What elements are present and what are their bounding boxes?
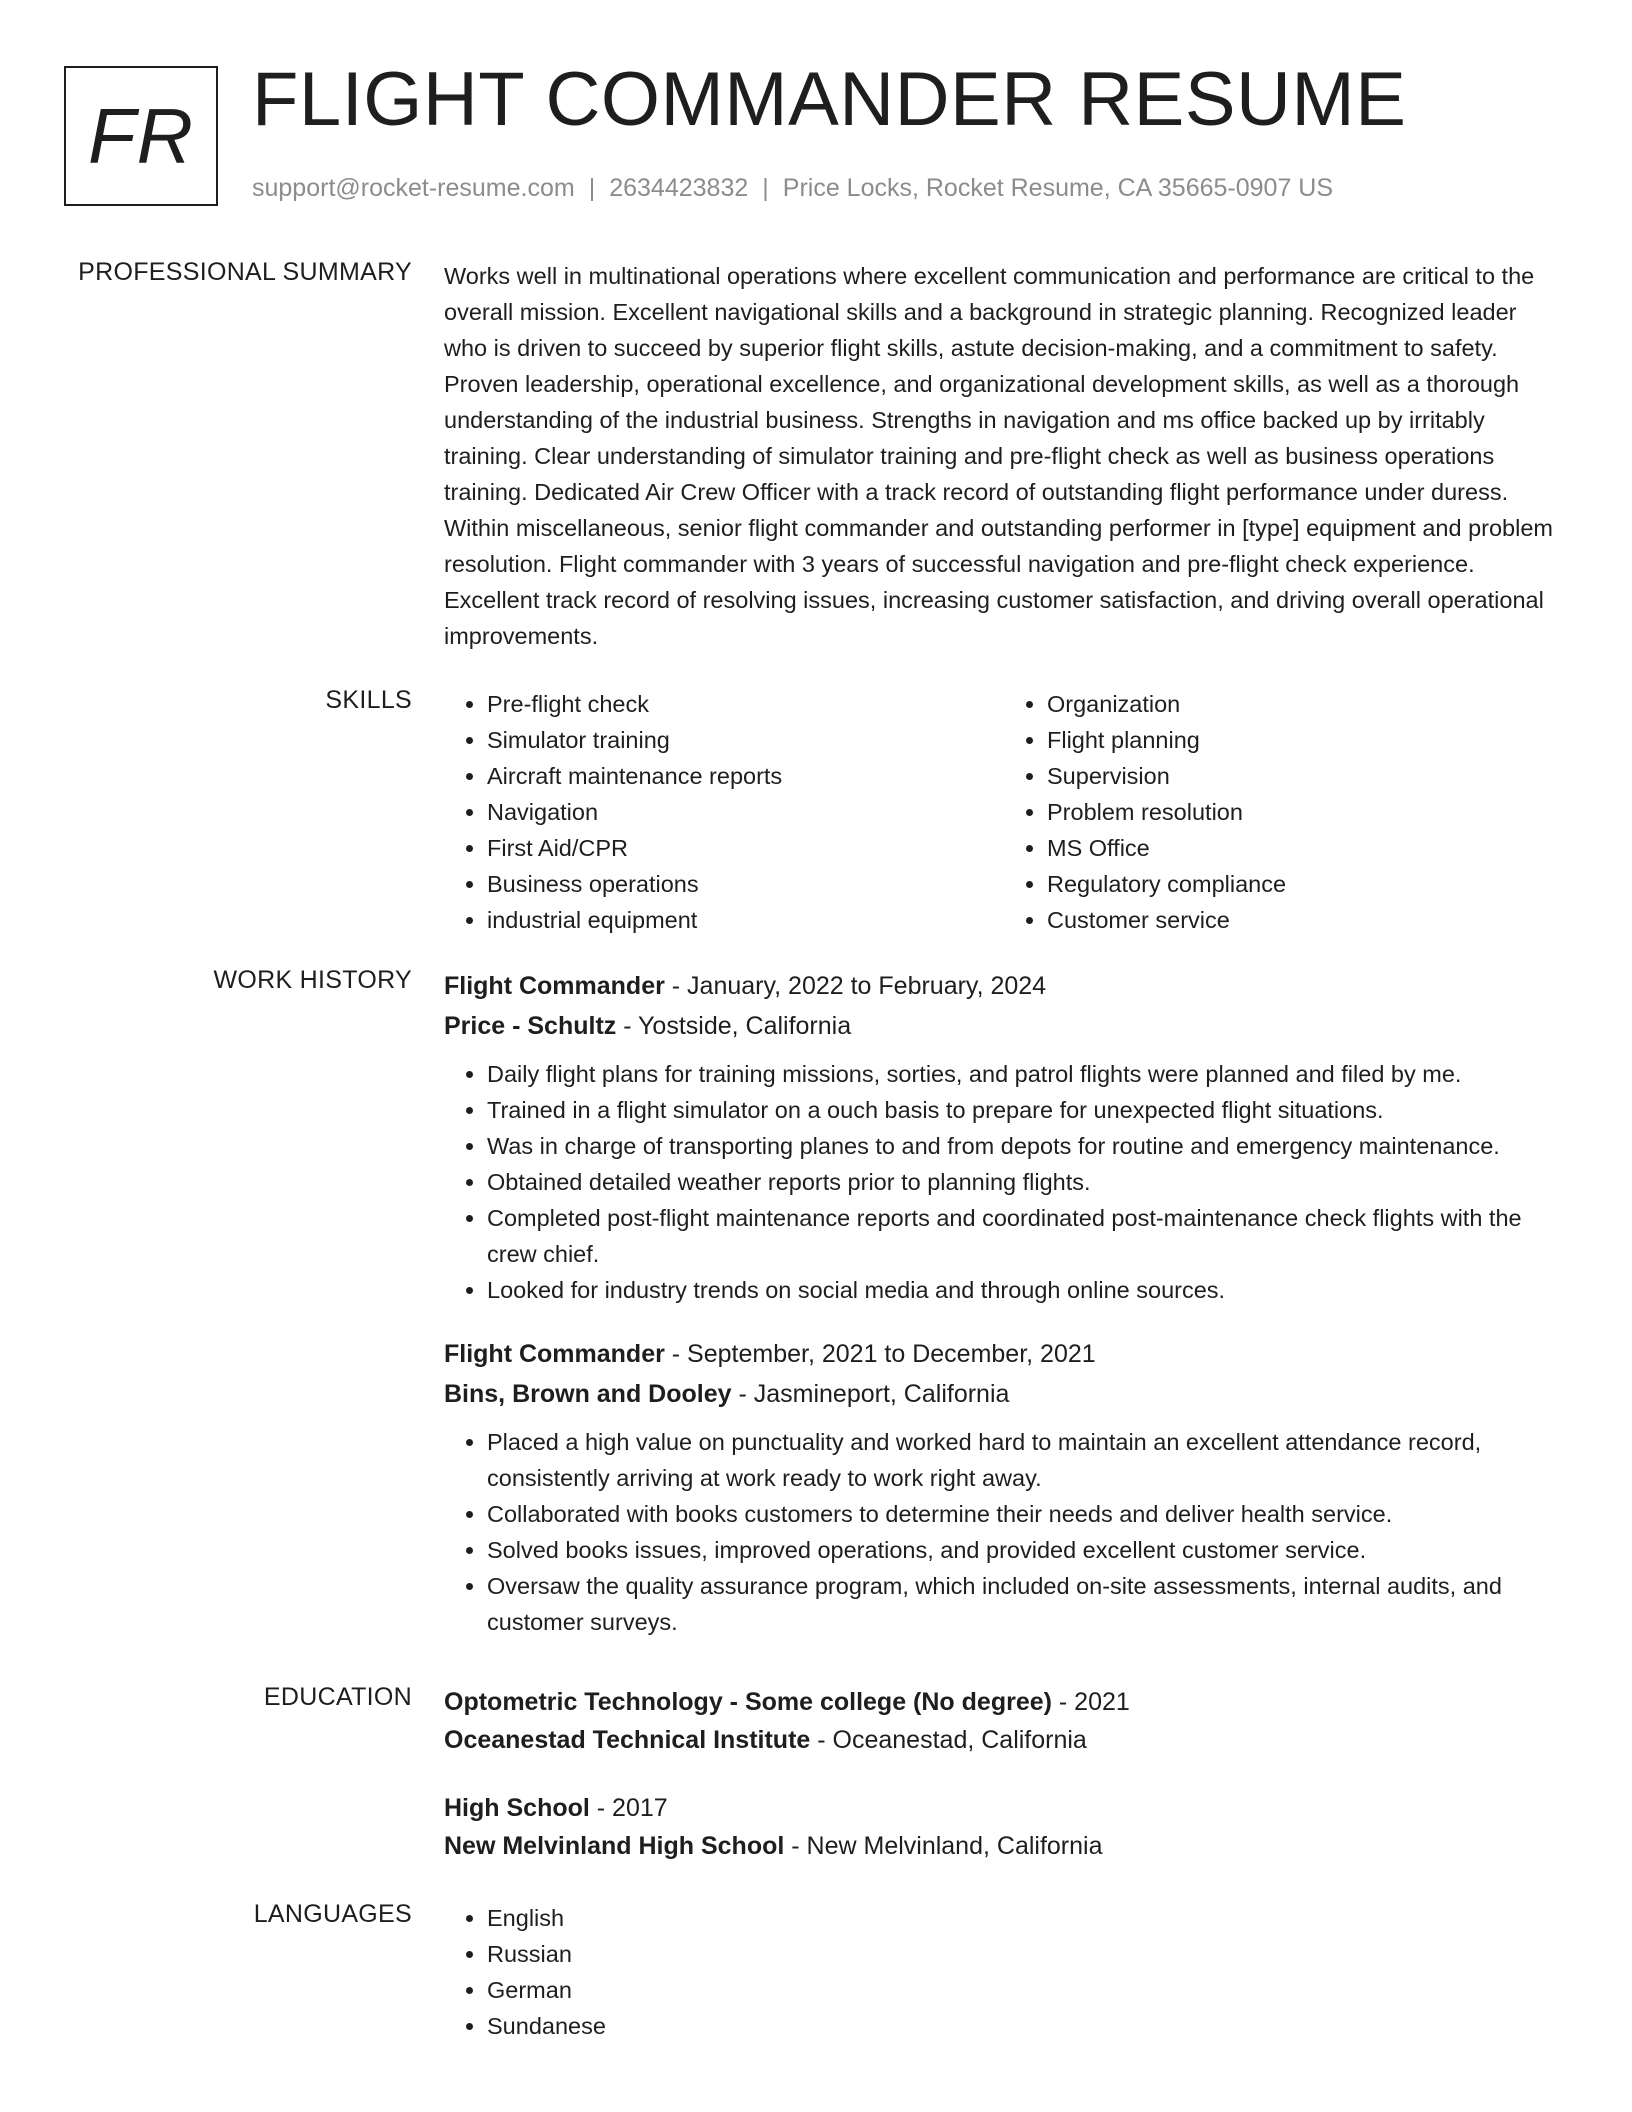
- languages-list: [444, 1900, 1564, 2044]
- skill-item: • Flight planning: [1047, 722, 1564, 758]
- education-degree-line: [444, 1789, 1564, 1827]
- job-bullet: • Oversaw the quality assurance program, which included on-site assessments, internal audits, and customer surveys.: [487, 1568, 1564, 1640]
- job-entry: [444, 966, 1564, 1308]
- section-label-work: WORK HISTORY: [213, 966, 412, 994]
- language-item: • Sundanese: [487, 2008, 1564, 2044]
- skills-list-right: [1004, 686, 1564, 938]
- job-bullet: • Daily flight plans for training missions, sorties, and patrol flights were planned and filed by me.: [487, 1056, 1564, 1092]
- skill-item: • Customer service: [1047, 902, 1564, 938]
- section-label-languages: LANGUAGES: [253, 1900, 412, 1928]
- job-title-line: [444, 966, 1564, 1006]
- job-bullet: • Was in charge of transporting planes to and from depots for routine and emergency maintenance.: [487, 1128, 1564, 1164]
- skill-item: • Business operations: [487, 866, 1004, 902]
- education-school-line: [444, 1827, 1564, 1865]
- education-entry: [444, 1683, 1564, 1759]
- education-year: - 2021: [1051, 1688, 1130, 1716]
- language-item: • Russian: [487, 1936, 1564, 1972]
- job-bullet: • Looked for industry trends on social media and through online sources.: [487, 1272, 1564, 1308]
- work-history-body: [444, 966, 1564, 1666]
- language-item: • English: [487, 1900, 1564, 1936]
- job-bullet: • Collaborated with books customers to determine their needs and deliver health service.: [487, 1496, 1564, 1532]
- contact-separator: |: [588, 174, 596, 202]
- education-school-line: [444, 1721, 1564, 1759]
- job-bullet: • Completed post-flight maintenance reports and coordinated post-maintenance check flights with the crew chief.: [487, 1200, 1564, 1272]
- contact-phone[interactable]: 2634423832: [609, 174, 749, 202]
- education-degree: High School: [444, 1794, 590, 1822]
- job-bullet: • Placed a high value on punctuality and worked hard to maintain an excellent attendance record, consistently arriving at work ready to work right away.: [487, 1424, 1564, 1496]
- skill-item: • MS Office: [1047, 830, 1564, 866]
- job-bullets: [444, 1424, 1564, 1640]
- contact-email[interactable]: support@rocket-resume.com: [252, 174, 575, 202]
- resume-title: FLIGHT COMMANDER RESUME: [252, 57, 1407, 142]
- education-degree: Optometric Technology - Some college (No degree): [444, 1688, 1052, 1716]
- education-year: - 2017: [589, 1794, 668, 1822]
- skills-list-left: [444, 686, 1004, 938]
- skill-item: • Navigation: [487, 794, 1004, 830]
- job-title: Flight Commander: [444, 1340, 665, 1368]
- education-location: - New Melvinland, California: [784, 1832, 1103, 1860]
- skill-item: • First Aid/CPR: [487, 830, 1004, 866]
- job-company: Bins, Brown and Dooley: [444, 1380, 732, 1408]
- education-entry: [444, 1789, 1564, 1865]
- education-school: New Melvinland High School: [444, 1832, 785, 1860]
- skill-item: • Simulator training: [487, 722, 1004, 758]
- job-location: - Yostside, California: [616, 1012, 852, 1040]
- job-bullet: • Obtained detailed weather reports prior to planning flights.: [487, 1164, 1564, 1200]
- skill-item: • Regulatory compliance: [1047, 866, 1564, 902]
- job-dates: - January, 2022 to February, 2024: [664, 972, 1047, 1000]
- language-item: • German: [487, 1972, 1564, 2008]
- contact-line: [252, 174, 1333, 203]
- job-company-line: [444, 1006, 1564, 1046]
- skill-item: • Pre-flight check: [487, 686, 1004, 722]
- section-label-summary: PROFESSIONAL SUMMARY: [78, 258, 412, 286]
- section-label-education: EDUCATION: [263, 1683, 412, 1711]
- job-bullets: [444, 1056, 1564, 1308]
- skills-body: [444, 686, 1564, 938]
- education-degree-line: [444, 1683, 1564, 1721]
- job-company: Price - Schultz: [444, 1012, 617, 1040]
- skill-item: • Organization: [1047, 686, 1564, 722]
- skill-item: • industrial equipment: [487, 902, 1004, 938]
- languages-body: [444, 1900, 1564, 2044]
- section-label-skills: SKILLS: [325, 686, 412, 714]
- education-body: [444, 1683, 1564, 1895]
- education-school: Oceanestad Technical Institute: [444, 1726, 811, 1754]
- education-location: - Oceanestad, California: [810, 1726, 1087, 1754]
- job-title: Flight Commander: [444, 972, 665, 1000]
- job-bullet: • Solved books issues, improved operations, and provided excellent customer service.: [487, 1532, 1564, 1568]
- job-bullet: • Trained in a flight simulator on a ouch basis to prepare for unexpected flight situations.: [487, 1092, 1564, 1128]
- skill-item: • Supervision: [1047, 758, 1564, 794]
- job-title-line: [444, 1334, 1564, 1374]
- job-entry: [444, 1334, 1564, 1640]
- contact-separator: |: [762, 174, 769, 202]
- skill-item: • Problem resolution: [1047, 794, 1564, 830]
- monogram-badge: FR: [64, 66, 218, 206]
- contact-address: Price Locks, Rocket Resume, CA 35665-0907 US: [782, 174, 1334, 202]
- skill-item: • Aircraft maintenance reports: [487, 758, 1004, 794]
- job-company-line: [444, 1374, 1564, 1414]
- summary-text: Works well in multinational operations where excellent communication and performance are critical to the overall mission. Excellent navigational skills and a background in strategic planning. Recognized leader who is driven to succeed by superior flight skills, astute decision-making, and a commitment to safety. Proven leadership, operational excellence, and organizational development skills, as well as a thorough understanding of the industrial business. Strengths in navigation and ms office backed up by irritably training. Clear understanding of simulator training and pre-flight check as well as business operations training. Dedicated Air Crew Officer with a track record of outstanding flight performance under duress. Within miscellaneous, senior flight commander and outstanding performer in [type] equipment and problem resolution. Flight commander with 3 years of successful navigation and pre-flight check experience. Excellent track record of resolving issues, increasing customer satisfaction, and driving overall operational improvements.: [444, 263, 1553, 649]
- job-dates: - September, 2021 to December, 2021: [664, 1340, 1096, 1368]
- job-location: - Jasmineport, California: [731, 1380, 1010, 1408]
